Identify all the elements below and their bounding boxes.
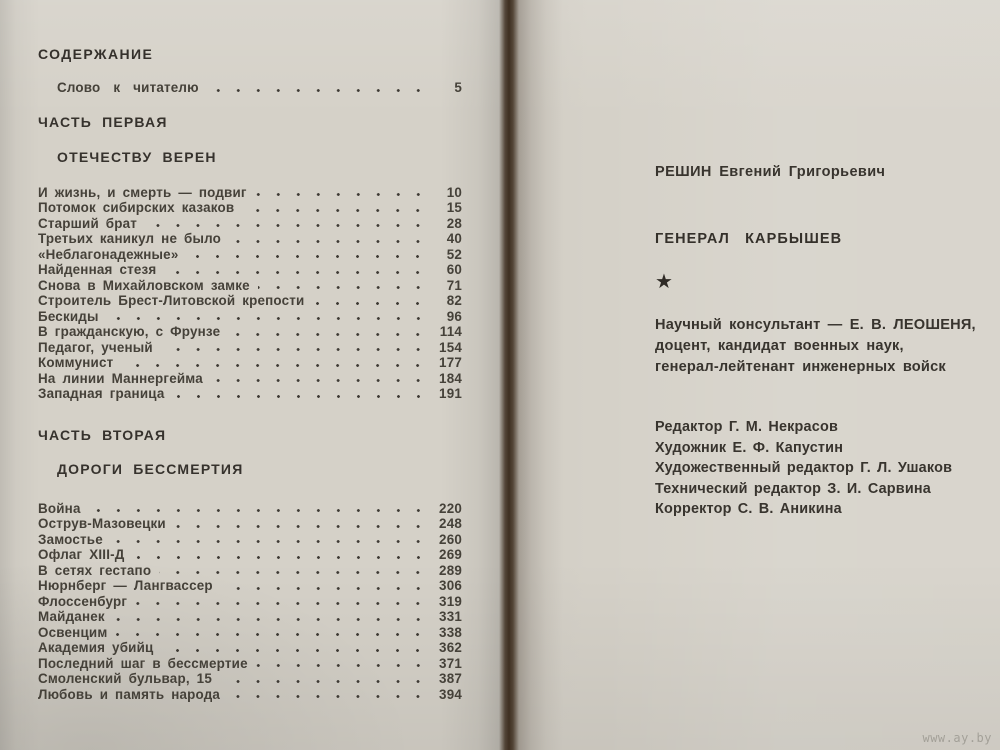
toc-entry xyxy=(38,687,462,703)
toc-entry-page: 191 xyxy=(439,386,462,401)
toc-entry-page: 114 xyxy=(439,324,462,339)
toc-entry-page: 306 xyxy=(439,578,462,593)
dot-leader xyxy=(159,563,432,579)
toc-entry-title: Академия убийц xyxy=(38,640,154,655)
dot-leader xyxy=(121,355,432,371)
consultant-line: Научный консультант — Е. В. ЛЕОШЕНЯ, xyxy=(655,317,976,333)
toc-entry-page: 82 xyxy=(446,293,462,308)
toc-entry-page: 60 xyxy=(446,262,462,277)
credit-line: Редактор Г. М. Некрасов xyxy=(655,419,838,435)
toc-entry-page: 319 xyxy=(439,593,462,609)
credit-line: Корректор С. В. Аникина xyxy=(655,501,842,518)
toc-entry-page: 28 xyxy=(446,215,462,231)
dot-leader xyxy=(135,594,432,610)
toc-entry xyxy=(38,247,462,263)
dot-leader xyxy=(111,532,432,548)
toc-entry-title: Старший брат xyxy=(38,215,138,231)
toc-entry-title: В гражданскую, с Фрунзе xyxy=(38,324,221,339)
dot-leader xyxy=(115,625,432,641)
toc-entry-title: Замостье xyxy=(38,531,103,547)
part-two-label: ЧАСТЬ ВТОРАЯ xyxy=(38,426,167,443)
toc-entry-page: 362 xyxy=(439,640,462,655)
toc-entry xyxy=(38,640,462,656)
dot-leader xyxy=(258,278,432,294)
dot-leader xyxy=(256,656,432,672)
toc-entry-title: На линии Маннергейма xyxy=(38,370,203,386)
author-line: РЕШИН Евгений Григорьевич xyxy=(655,164,886,180)
toc-entry-title: Западная граница xyxy=(38,386,165,401)
toc-entry xyxy=(38,200,462,216)
toc-entry-page: 15 xyxy=(446,200,462,215)
dot-leader xyxy=(242,200,432,216)
toc-entry-page: 154 xyxy=(439,339,462,355)
dot-leader xyxy=(211,371,432,387)
toc-entry xyxy=(38,324,462,340)
book-title: ГЕНЕРАЛ КАРБЫШЕВ xyxy=(655,231,843,247)
toc-entry-page: 289 xyxy=(439,562,462,578)
consultant-block xyxy=(655,315,985,378)
toc-entry-page: 248 xyxy=(439,516,462,531)
toc-entry-page: 387 xyxy=(439,671,462,686)
part-one-section-title: ОТЕЧЕСТВУ ВЕРЕН xyxy=(57,148,217,165)
toc-entry xyxy=(38,386,462,402)
toc-heading: СОДЕРЖАНИЕ xyxy=(38,46,154,62)
toc-entry-title: Слово к читателю xyxy=(57,80,199,95)
dot-leader xyxy=(220,671,432,687)
dot-leader xyxy=(89,501,432,517)
toc-entry xyxy=(38,185,462,201)
dot-leader xyxy=(229,231,432,247)
toc-entry-title: Офлаг XIII-Д xyxy=(38,547,125,562)
toc-entry xyxy=(38,578,462,594)
toc-entry xyxy=(38,547,462,563)
toc-entry-title: Потомок сибирских казаков xyxy=(38,200,235,215)
toc-entry-title: Нюрнберг — Лангвассер xyxy=(38,578,213,593)
toc-list-part-one xyxy=(38,185,462,402)
toc-entry xyxy=(38,371,462,387)
toc-entry-page: 338 xyxy=(439,624,462,640)
toc-entry xyxy=(38,671,462,687)
toc-entry-title: Война xyxy=(38,500,81,516)
toc-entry-page: 177 xyxy=(439,355,462,370)
toc-entry-title: И жизнь, и смерть — подвиг xyxy=(38,184,247,200)
dot-leader xyxy=(173,386,432,402)
dot-leader xyxy=(164,262,432,278)
dot-leader xyxy=(133,547,432,563)
credit-line: Художественный редактор Г. Л. Ушаков xyxy=(655,460,953,477)
toc-entry xyxy=(38,293,462,309)
dot-leader xyxy=(161,340,432,356)
toc-entry-title: «Неблагонадежные» xyxy=(38,246,179,262)
toc-entry-page: 269 xyxy=(439,547,462,562)
dot-leader xyxy=(161,640,432,656)
toc-entry xyxy=(38,262,462,278)
toc-entry-page: 71 xyxy=(446,277,462,293)
watermark: www.ay.by xyxy=(922,731,992,745)
toc-entry xyxy=(38,594,462,610)
toc-entry-title: Смоленский бульвар, 15 xyxy=(38,671,212,686)
credit-line: Технический редактор З. И. Сарвина xyxy=(655,480,931,497)
toc-entry-page: 220 xyxy=(439,500,462,516)
toc-entry xyxy=(38,355,462,371)
dot-leader xyxy=(228,324,432,340)
toc-entry-page: 40 xyxy=(446,231,462,246)
toc-entry-page: 96 xyxy=(446,308,462,324)
dot-leader xyxy=(255,185,432,201)
toc-entry-title: Третьих каникул не было xyxy=(38,231,222,246)
dot-leader xyxy=(228,687,432,703)
consultant-line: доцент, кандидат военных наук, xyxy=(655,338,904,354)
toc-entry xyxy=(38,216,462,232)
toc-entry-page: 260 xyxy=(439,531,462,547)
dot-leader xyxy=(207,80,432,96)
toc-entry-title: Освенцим xyxy=(38,624,108,640)
toc-entry-title: Последний шаг в бессмертие xyxy=(38,655,248,671)
toc-entry-title: Острув-Мазовецки xyxy=(38,516,166,531)
toc-entry xyxy=(38,309,462,325)
toc-entry-title: Снова в Михайловском замке xyxy=(38,277,250,293)
toc-entry xyxy=(38,625,462,641)
toc-entry-title: Коммунист xyxy=(38,355,114,370)
toc-entry-title: Найденная стезя xyxy=(38,262,157,277)
toc-entry xyxy=(38,516,462,532)
toc-entry-page: 52 xyxy=(446,246,462,262)
toc-entry xyxy=(38,501,462,517)
toc-entry-title: Строитель Брест-Литовской крепости xyxy=(38,293,305,308)
toc-entry xyxy=(38,340,462,356)
toc-entry-intro xyxy=(38,80,462,96)
toc-entry xyxy=(38,563,462,579)
toc-entry-title: Бескиды xyxy=(38,308,99,324)
toc-entry-title: Майданек xyxy=(38,609,105,624)
toc-entry xyxy=(38,231,462,247)
toc-entry-page: 371 xyxy=(439,655,462,671)
toc-entry-page: 331 xyxy=(439,609,462,624)
left-page xyxy=(38,0,462,702)
dot-leader xyxy=(107,309,432,325)
part-one-label: ЧАСТЬ ПЕРВАЯ xyxy=(38,113,168,130)
dot-leader xyxy=(145,216,432,232)
toc-entry-title: Любовь и память народа xyxy=(38,686,221,702)
toc-entry-title: Педагог, ученый xyxy=(38,339,153,355)
toc-entry-title: В сетях гестапо xyxy=(38,562,152,578)
credit-line: Художник Е. Ф. Капустин xyxy=(655,439,844,456)
toc-entry-title: Флоссенбург xyxy=(38,593,128,609)
dot-leader xyxy=(221,578,432,594)
dot-leader xyxy=(186,247,432,263)
toc-entry xyxy=(38,532,462,548)
right-page xyxy=(655,0,985,520)
toc-entry xyxy=(38,609,462,625)
toc-entry-page: 184 xyxy=(439,370,462,386)
star-icon: ★ xyxy=(655,271,673,293)
dot-leader xyxy=(312,293,432,309)
dot-leader xyxy=(174,516,432,532)
credits-block xyxy=(655,417,985,520)
consultant-line: генерал-лейтенант инженерных войск xyxy=(655,359,946,375)
part-two-section-title: ДОРОГИ БЕССМЕРТИЯ xyxy=(57,460,244,477)
toc-list-part-two xyxy=(38,501,462,703)
toc-entry xyxy=(38,278,462,294)
toc-entry-page: 394 xyxy=(439,686,462,702)
toc-entry-page: 5 xyxy=(454,80,462,95)
toc-entry xyxy=(38,656,462,672)
dot-leader xyxy=(113,609,432,625)
toc-entry-page: 10 xyxy=(446,184,462,200)
